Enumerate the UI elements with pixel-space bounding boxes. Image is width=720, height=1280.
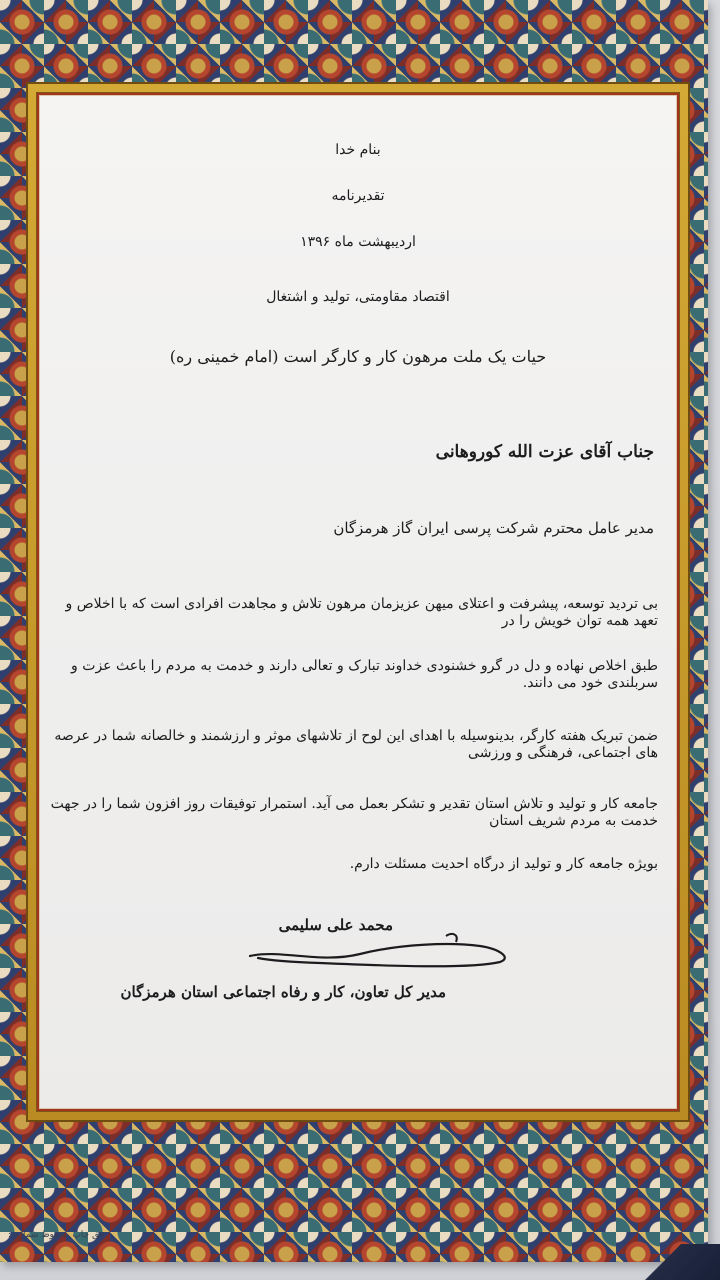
gold-frame [26, 82, 690, 1122]
body-line: بی تردید توسعه، پیشرفت و اعتلای میهن عزیزمان مرهون تلاش و مجاهدت افرادی است که با اخلاص و تعهد همه توان خویش را در [65, 596, 658, 629]
body-line: جامعه کار و تولید و تلاش استان تقدیر و تشکر بعمل می آید. استمرار توفیقات روز افزون شما را در جهت خدمت به مردم شریف استان [50, 796, 658, 829]
signer-name: محمد علی سلیمی [278, 916, 393, 934]
invocation: بنام خدا [335, 142, 381, 158]
signature-mark [240, 914, 540, 974]
inner-frame [36, 92, 680, 1112]
recipient-name: جناب آقای عزت الله کوروهانی [435, 442, 654, 462]
footer-note: حق چاپ محفوظ شماره : [8, 1230, 106, 1240]
body-line: ضمن تبریک هفته کارگر، بدینوسیله با اهدای این لوح از تلاشهای موثر و ارزشمند و خالصانه شما در عرصه های اجتماعی، فرهنگی و ورزشی [54, 728, 658, 761]
slogan: اقتصاد مقاومتی، تولید و اشتغال [266, 289, 450, 305]
body-line: بویژه جامعه کار و تولید از درگاه احدیت مسئلت دارم. [349, 856, 658, 872]
recipient-role: مدیر عامل محترم شرکت پرسی ایران گاز هرمزگان [333, 519, 654, 537]
document-title: تقدیرنامه [331, 188, 385, 204]
body-line: طبق اخلاص نهاده و دل در گرو خشنودی خداوند تبارک و تعالی دارند و خدمت به مردم را باعث عزت و سربلندی خود می دانند. [71, 658, 658, 691]
dark-corner [630, 1244, 720, 1280]
date: اردیبهشت ماه ۱۳۹۶ [300, 234, 416, 250]
signer-title: مدیر کل تعاون، کار و رفاه اجتماعی استان هرمزگان [120, 983, 446, 1001]
certificate-paper [39, 95, 677, 1109]
quote: حیات یک ملت مرهون کار و کارگر است (امام خمینی ره) [169, 347, 547, 366]
